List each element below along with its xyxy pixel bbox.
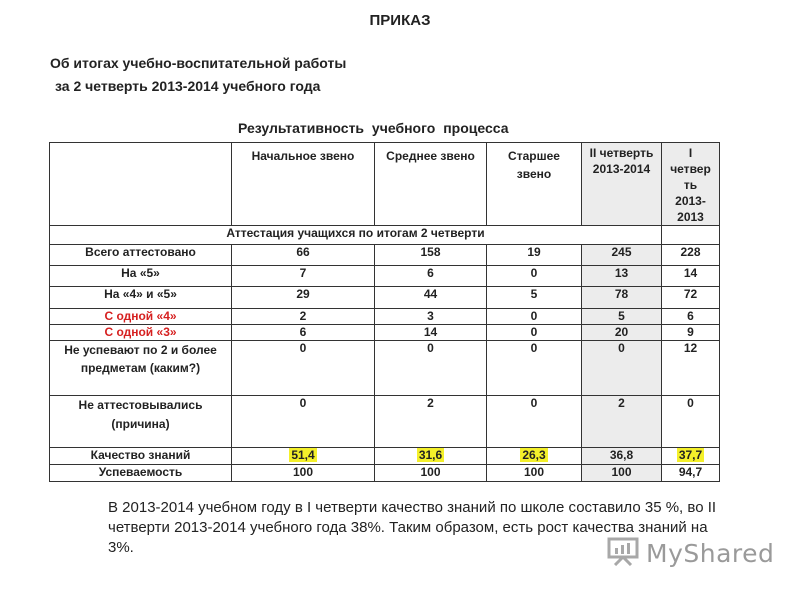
cell-primary: 100 (232, 465, 375, 482)
cell-middle: 6 (375, 266, 487, 287)
cell-q2: 36,8 (582, 448, 662, 465)
document-title: ПРИКАЗ (369, 12, 431, 29)
cell-senior (487, 448, 582, 465)
table-row (50, 325, 720, 341)
cell-q1: 72 (662, 287, 720, 309)
table-row (50, 465, 720, 482)
cell-senior: 0 (487, 396, 582, 448)
cell-primary: 2 (232, 309, 375, 325)
document-subtitle-line1: Об итогах учебно-воспитательной работы (50, 55, 347, 71)
cell-senior: 100 (487, 465, 582, 482)
table-row (50, 266, 720, 287)
cell-q1: 14 (662, 266, 720, 287)
highlighted-value: 51,4 (291, 448, 315, 462)
cell-middle: 158 (375, 245, 487, 266)
conclusion-text: В 2013-2014 учебном году в I четверти качество знаний по школе составило 35 %, во II четверти 2013-2014 учебного года 38%. Таким образом, есть рост качества знаний на 3%. (108, 499, 717, 556)
cell-q2: 20 (582, 325, 662, 341)
cell-q1 (662, 448, 720, 465)
cell-q2: 0 (582, 341, 662, 396)
watermark-text: MyShared (646, 539, 775, 568)
results-table (49, 142, 720, 482)
row-label: На «4» и «5» (50, 287, 232, 309)
cell-senior: 19 (487, 245, 582, 266)
table-row (50, 448, 720, 465)
cell-q2: 2 (582, 396, 662, 448)
table-row (50, 396, 720, 448)
highlighted-value: 31,6 (418, 448, 443, 462)
cell-q2: 5 (582, 309, 662, 325)
cell-q1: 0 (662, 396, 720, 448)
table-row (50, 341, 720, 396)
cell-middle: 100 (375, 465, 487, 482)
header-empty-cell (50, 143, 232, 226)
cell-q1: 6 (662, 309, 720, 325)
attestation-caption-row (50, 226, 720, 245)
cell-senior: 5 (487, 287, 582, 309)
presentation-board-icon (606, 536, 640, 571)
row-label: С одной «4» (50, 309, 232, 325)
header-middle: Среднее звено (375, 143, 487, 226)
cell-q1: 94,7 (662, 465, 720, 482)
cell-primary: 0 (232, 341, 375, 396)
cell-senior: 0 (487, 309, 582, 325)
cell-middle: 0 (375, 341, 487, 396)
row-label: Не аттестовывались (причина) (50, 396, 232, 448)
attestation-caption-empty (662, 226, 720, 245)
row-label: Качество знаний (50, 448, 232, 465)
attestation-caption: Аттестация учащихся по итогам 2 четверти (50, 226, 662, 245)
cell-middle: 14 (375, 325, 487, 341)
cell-primary: 7 (232, 266, 375, 287)
cell-middle: 2 (375, 396, 487, 448)
cell-primary (232, 448, 375, 465)
row-label: Всего аттестовано (50, 245, 232, 266)
cell-q2: 13 (582, 266, 662, 287)
watermark (606, 536, 774, 571)
cell-q2: 78 (582, 287, 662, 309)
row-label: На «5» (50, 266, 232, 287)
table-row (50, 309, 720, 325)
cell-middle: 3 (375, 309, 487, 325)
cell-q1: 228 (662, 245, 720, 266)
cell-middle (375, 448, 487, 465)
highlighted-value: 37,7 (678, 448, 703, 462)
table-row (50, 245, 720, 266)
cell-senior: 0 (487, 325, 582, 341)
cell-primary: 29 (232, 287, 375, 309)
header-q1: I четвер ть 2013-2013 (662, 143, 720, 226)
cell-q1: 12 (662, 341, 720, 396)
cell-primary: 0 (232, 396, 375, 448)
header-primary: Начальное звено (232, 143, 375, 226)
header-senior: Старшее звено (487, 143, 582, 226)
document-subtitle-line2: за 2 четверть 2013-2014 учебного года (55, 78, 321, 94)
cell-senior: 0 (487, 266, 582, 287)
row-label: С одной «3» (50, 325, 232, 341)
highlighted-value: 26,3 (522, 448, 546, 462)
cell-primary: 6 (232, 325, 375, 341)
cell-q1: 9 (662, 325, 720, 341)
section-title: Результативность учебного процесса (238, 120, 509, 136)
header-q2: II четверть 2013-2014 (582, 143, 662, 226)
cell-senior: 0 (487, 341, 582, 396)
row-label: Не успевают по 2 и более предметам (каким?) (50, 341, 232, 396)
cell-q2: 245 (582, 245, 662, 266)
cell-middle: 44 (375, 287, 487, 309)
table-header-row (50, 143, 720, 226)
row-label: Успеваемость (50, 465, 232, 482)
table-row (50, 287, 720, 309)
cell-q2: 100 (582, 465, 662, 482)
cell-primary: 66 (232, 245, 375, 266)
